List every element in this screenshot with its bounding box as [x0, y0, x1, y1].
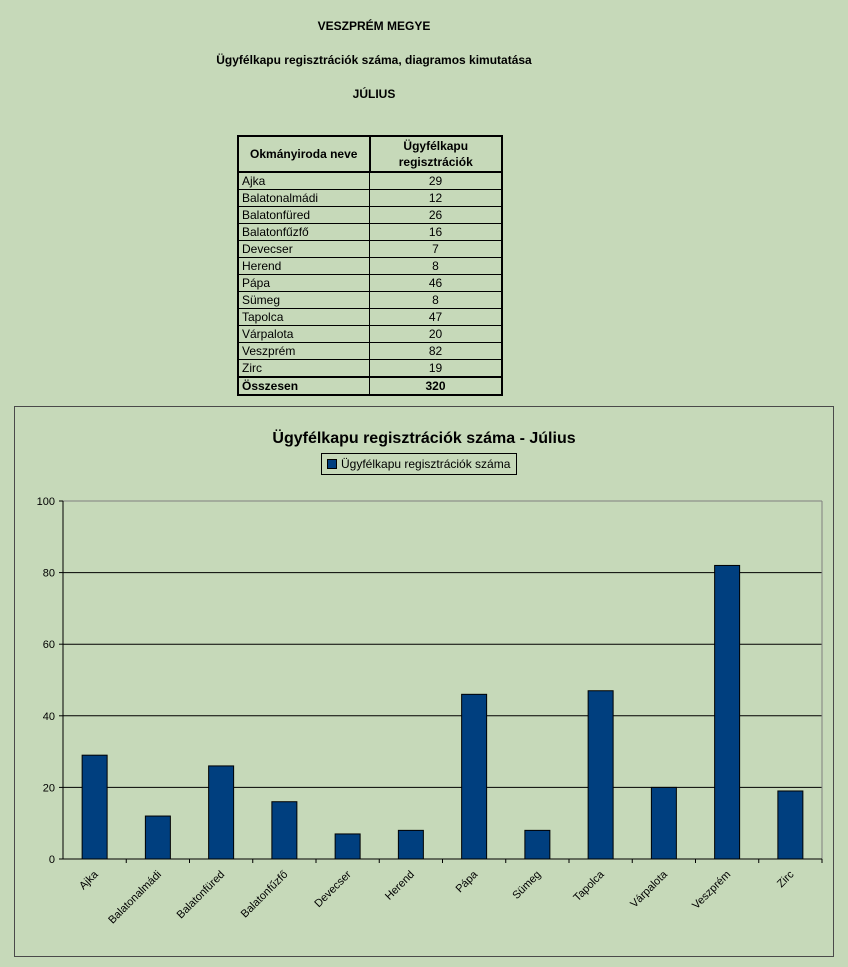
county-title: VESZPRÉM MEGYE [317, 19, 431, 33]
chart-title: Ügyfélkapu regisztrációk száma - Július [272, 430, 576, 447]
legend [321, 453, 517, 475]
table-row [238, 172, 502, 190]
table-row [238, 292, 502, 309]
registration-count: 8 [370, 292, 503, 309]
bar [651, 787, 676, 859]
column-header-office: Okmányiroda neve [238, 136, 370, 172]
table-row [238, 275, 502, 292]
registration-table [237, 135, 503, 396]
registration-count: 8 [370, 258, 503, 275]
x-tick-label: Devecser [312, 868, 354, 910]
registration-count: 7 [370, 241, 503, 258]
bar-chart [15, 407, 833, 956]
bar [588, 691, 613, 859]
x-tick-label: Balatonfüred [174, 868, 228, 922]
column-header-line1: Ügyfélkapu [403, 139, 469, 153]
table-row [238, 258, 502, 275]
x-tick-label: Balatonalmádi [106, 868, 164, 927]
report-subtitle: Ügyfélkapu regisztrációk száma, diagramos kimutatása [216, 53, 532, 67]
bar [778, 791, 803, 859]
total-row [238, 377, 502, 395]
x-tick-label: Tapolca [571, 868, 607, 904]
total-label: Összesen [238, 377, 370, 395]
office-name: Herend [238, 258, 370, 275]
bar [209, 766, 234, 859]
office-name: Balatonfüred [238, 207, 370, 224]
table-row [238, 241, 502, 258]
registration-count: 19 [370, 360, 503, 378]
bar [525, 830, 550, 859]
bar [398, 830, 423, 859]
table-row [238, 326, 502, 343]
office-name: Pápa [238, 275, 370, 292]
office-name: Balatonalmádi [238, 190, 370, 207]
y-tick-label: 40 [42, 710, 55, 723]
office-name: Devecser [238, 241, 370, 258]
bar [145, 816, 170, 859]
office-name: Veszprém [238, 343, 370, 360]
total-value: 320 [370, 377, 503, 395]
table-row [238, 309, 502, 326]
x-tick-label: Várpalota [628, 868, 670, 911]
table-row [238, 207, 502, 224]
registration-count: 82 [370, 343, 503, 360]
x-tick-label: Sümeg [510, 868, 544, 902]
x-tick-label: Ajka [77, 868, 101, 893]
bar [715, 565, 740, 859]
office-name: Ajka [238, 172, 370, 190]
bar [82, 755, 107, 859]
column-header-line2: regisztrációk [398, 155, 473, 169]
table-row [238, 360, 502, 378]
column-header-registrations [370, 136, 503, 172]
legend-label: Ügyfélkapu regisztrációk száma [341, 457, 511, 471]
registration-count: 29 [370, 172, 503, 190]
registration-count: 16 [370, 224, 503, 241]
table-row [238, 343, 502, 360]
office-name: Balatonfűzfő [238, 224, 370, 241]
table-body [238, 172, 502, 377]
registration-count: 20 [370, 326, 503, 343]
registration-count: 26 [370, 207, 503, 224]
x-tick-label: Herend [382, 868, 417, 903]
month-title: JÚLIUS [352, 87, 396, 101]
office-name: Tapolca [238, 309, 370, 326]
x-tick-label: Pápa [453, 868, 481, 896]
chart-area [14, 406, 834, 957]
x-tick-label: Zirc [775, 868, 797, 891]
table-row [238, 190, 502, 207]
office-name: Várpalota [238, 326, 370, 343]
bar [462, 694, 487, 859]
x-tick-label: Balatonfűzfő [238, 868, 291, 921]
registration-count: 12 [370, 190, 503, 207]
y-tick-label: 100 [36, 496, 55, 508]
x-tick-label: Veszprém [690, 868, 734, 912]
y-tick-label: 80 [42, 567, 55, 580]
y-tick-label: 0 [48, 854, 55, 866]
office-name: Sümeg [238, 292, 370, 309]
y-tick-label: 20 [42, 782, 55, 795]
registration-count: 47 [370, 309, 503, 326]
legend-swatch [327, 459, 337, 469]
table-row [238, 224, 502, 241]
bar [335, 834, 360, 859]
office-name: Zirc [238, 360, 370, 378]
bar [272, 802, 297, 859]
y-tick-label: 60 [42, 639, 55, 652]
registration-count: 46 [370, 275, 503, 292]
